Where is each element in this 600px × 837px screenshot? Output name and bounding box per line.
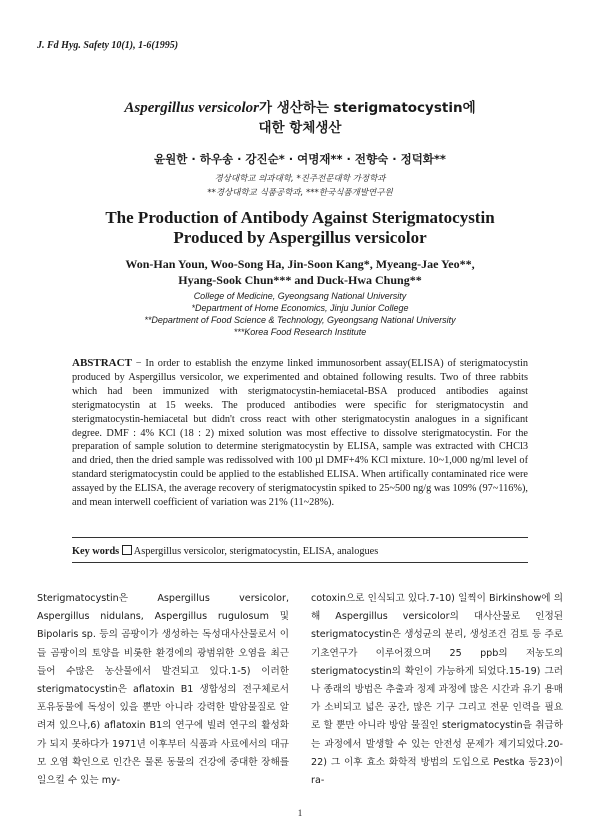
english-title-line1: The Production of Antibody Against Sterigmatocystin: [105, 208, 495, 227]
korean-affiliation-1: 경상대학교 의과대학, *진주전문대학 가정학과: [214, 174, 386, 184]
korean-authors: 윤원한 · 하우송 · 강진순* · 여명재** · 전향숙 · 정덕화**: [154, 152, 446, 166]
english-authors-line2: Hyang-Sook Chun*** and Duck-Hwa Chung**: [178, 273, 422, 287]
keywords-top-rule: [72, 537, 528, 538]
english-authors-line1: Won-Han Youn, Woo-Song Ha, Jin-Soon Kang*, Myeang-Jae Yeo**,: [125, 257, 475, 271]
keywords-bottom-rule: [72, 562, 528, 563]
abstract: ABSTRACT − In order to establish the enzyme linked immunosorbent assay(ELISA) of sterigmatocystin produced by Aspergillus versicolor, we experimented and obtained following results. Two of three rabbits which had been immunized with sterigmatocystin-hemiacetal-BSA produced antibodies against sterigmatocystin at 15 weeks. The produced antibodies were specific for sterigmatocystin and sterigmatocystin-hemiacetal but didn't cross react with other sterigmatocystin analogues in a significant degree. DMF : 4% KCl (18 : 2) mixed solution was most effective to dissolve sterigmatocystin. For the preparation of sample solution to determine sterigmatocystin by ELISA, sample was extracted with CHCl3 and dried, then the dried sample was redissolved with 100 µl DMF+4% KCl mixture. 10~1,000 ng/ml level of standard sterigmatocystin could be applied to the established ELISA. When artifically contaminated rice were assayed by the ELISA, the average recovery of sterigmatocystin spiked to 25~500 ng/g was 109% (97~116%), and mean interwell coefficient of variation was 21% (11~28%).: [72, 357, 528, 509]
keywords: [72, 545, 378, 557]
english-affiliation-4: ***Korea Food Research Institute: [233, 327, 367, 337]
english-title-line2: Produced by Aspergillus versicolor: [173, 228, 427, 247]
english-affiliation-1: College of Medicine, Gyeongsang National University: [193, 291, 407, 301]
checkbox-square-icon: [122, 545, 132, 555]
korean-title-italic: Aspergillus versicolor: [124, 100, 259, 116]
korean-title-rest: 가 생산하는 sterigmatocystin에: [258, 100, 476, 116]
abstract-text: In order to establish the enzyme linked immunosorbent assay(ELISA) of sterigmatocystin produced by Aspergillus versicolor, we experimented and obtained following results. Two of three rabbits which had been immunized with sterigmatocystin-hemiacetal-BSA produced antibodies against sterigmatocystin at 15 weeks. The produced antibodies were specific for sterigmatocystin and sterigmatocystin-hemiacetal but didn't cross react with other sterigmatocystin analogues in a significant degree. DMF : 4% KCl (18 : 2) mixed solution was most effective to dissolve sterigmatocystin. For the preparation of sample solution to determine sterigmatocystin by ELISA, sample was extracted with CHCl3 and dried, then the dried sample was redissolved with 100 µl DMF+4% KCl mixture. 10~1,000 ng/ml level of standard sterigmatocystin could be applied to the established ELISA. When artifically contaminated rice were assayed by the ELISA, the average recovery of sterigmatocystin spiked to 25~500 ng/g was 109% (97~116%), and mean interwell coefficient of variation was 21% (11~28%).: [72, 358, 528, 509]
keywords-text: Aspergillus versicolor, sterigmatocystin, ELISA, analogues: [133, 546, 379, 557]
korean-title-line1: [0, 96, 600, 117]
english-affiliation-2: *Department of Home Economics, Jinju Junior College: [191, 303, 409, 313]
korean-affiliation-2: **경상대학교 식품공학과, ***한국식품개발연구원: [207, 188, 393, 198]
english-affiliation-3: **Department of Food Science & Technology, Gyeongsang National University: [144, 315, 456, 325]
korean-title-line2: 대한 항체생산: [258, 120, 342, 136]
abstract-label: ABSTRACT: [72, 357, 132, 369]
page-number: 1: [297, 808, 303, 818]
body-column-right: cotoxin으로 인식되고 있다.7-10) 일찍이 Birkinshow에 의해 Aspergillus versicolor의 대사산물로 인정된 sterigmatocystin은 생성균의 분리, 생성조건 검토 등 주로 기초연구가 이루어졌으며 25 ppb의 저농도의 sterigmatocystin의 확인이 가능하게 되었다.15-19) 그러나 종래의 방법은 추출과 정제 과정에 많은 시간과 유기 용매가 소비되고 넓은 공간, 많은 기구 그리고 전문 인력을 필요로 할 뿐만 아니라 방암 물질인 sterigmatocystin을 취급하는 과정에서 발생할 수 있는 안전성 문제가 제기되었다.20-22) 그 이후 효소 화학적 방법의 도입으로 Pestka 등23)이 ra-: [311, 593, 563, 787]
journal-citation: J. Fd Hyg. Safety 10(1), 1-6(1995): [37, 40, 179, 51]
keywords-label: Key words: [72, 546, 120, 557]
body-column-left: Sterigmatocystin은 Aspergillus versicolor, Aspergillus nidulans, Aspergillus rugulosum 및 Bipolaris sp. 등의 곰팡이가 생성하는 독성대사산물로서 이들 곰팡이의 토양을 비롯한 환경에의 광범위한 오염을 최근들어 수많은 농산물에서 발견되고 있다.1-5) 이러한 sterigmatocystin은 aflatoxin B1 생합성의 전구체로서 포유동물에 독성이 있을 뿐만 아니라 강력한 발암물질로 알려져 있으나,6) aflatoxin B1의 연구에 빌려 연구의 활성화가 되지 못하다가 1971년 이후부터 식품과 사료에서의 대규모 오염 확인으로 인간은 물론 동물의 건강에 중대한 장해를 일으킬 수 있는 my-: [37, 593, 289, 787]
